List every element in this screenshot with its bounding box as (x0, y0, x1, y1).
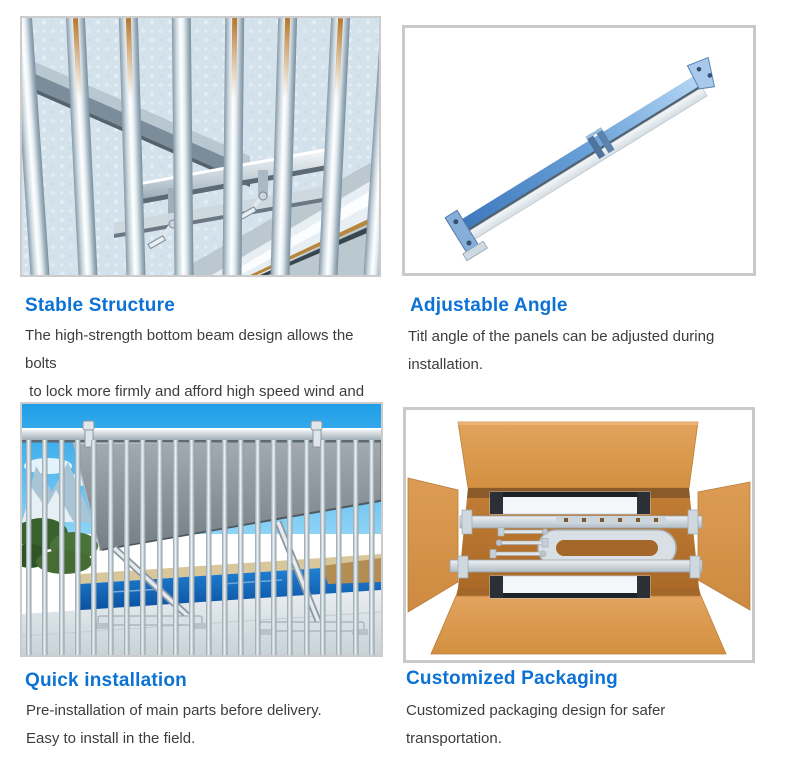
description-line: Customized packaging design for safer transportation. (406, 702, 670, 747)
packaging-box-illustration (406, 410, 752, 660)
feature-adjustable-angle (402, 25, 758, 379)
product-image-adjustable-angle (402, 25, 756, 276)
railing-bracket-illustration (22, 18, 379, 275)
feature-stable-structure (20, 16, 383, 434)
description-line: to lock more firmly and afford high speed wind and (25, 383, 365, 400)
product-image-quick-installation (20, 402, 383, 657)
feature-title: Adjustable Angle (410, 295, 568, 316)
feature-title: Customized Packaging (406, 668, 618, 689)
description-line: Titl angle of the panels can be adjusted during (408, 328, 715, 345)
product-image-customized-packaging (403, 407, 755, 663)
description-line: The high-strength bottom beam design allows the bolts (25, 327, 358, 372)
description-line: Easy to install in the field. (26, 730, 196, 747)
balcony-panel-illustration (22, 404, 381, 655)
feature-title: Quick installation (25, 670, 187, 691)
description-line: installation. (408, 356, 484, 373)
feature-description (26, 697, 383, 753)
feature-customized-packaging (403, 407, 757, 753)
feature-title: Stable Structure (25, 295, 175, 316)
tilt-rail-illustration (405, 28, 753, 273)
feature-description (406, 697, 757, 753)
feature-quick-installation (20, 402, 383, 753)
description-line: Pre-installation of main parts before delivery. (26, 702, 322, 719)
product-image-stable-structure (20, 16, 381, 277)
feature-description (408, 323, 758, 379)
